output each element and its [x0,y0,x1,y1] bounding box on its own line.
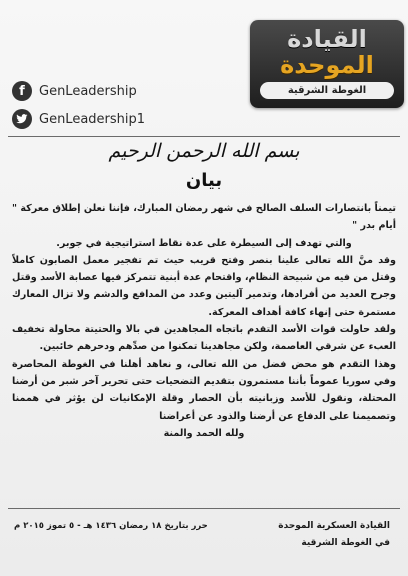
unified-leadership-logo [250,20,404,108]
logo-line-3: الغوطة الشرقية [260,82,394,99]
statement-body [12,200,396,506]
footer-divider [8,508,400,509]
facebook-handle: GenLeadership [39,83,137,99]
twitter-handle: GenLeadership1 [39,111,146,127]
closing-line: ولله الحمد والمنة [163,427,245,439]
signature-line-1: القيادة العسكرية الموحدة [278,521,390,531]
signature-block [240,518,390,552]
paragraph-3: وقد منَّ الله تعالى علينا بنصر وفتح قريب حيث تم تفجير معمل الصابون كاملاً وقتل من فيه من شبيحة النظام، واقتحام عدة أبنية تتمركز فيها عصابة الأسد وقتل وجرح العديد من أفرادها، وتدمير آليتين وعدد من المدافع والدشم ولا تزال المعارك مستمرة حتى إنهاء كافة أهداف المعركة. [12,254,396,318]
header-divider [8,136,400,137]
twitter-contact [12,108,145,130]
paragraph-2: والتي تهدف إلى السيطرة على عدة نقاط استراتيجية في جوبر. [56,237,352,249]
statement-title: بيان [185,170,223,191]
facebook-contact [12,80,137,102]
logo-line-1: القيادة [287,25,367,53]
issue-date: حرر بتاريخ ١٨ رمضان ١٤٣٦ هـ - ٥ تموز ٢٠١٥ م [14,521,208,531]
paragraph-5: وهذا التقدم هو محض فضل من الله تعالى، و نعاهد أهلنا في الغوطة المحاصرة وفي سوريا عموماً بأننا مستمرون بتقديم التضحيات حتى تحرير آخر شبر من أرضنا المحتلة، ونقول للأسد وزبانيته بأن الحصار وقلة الإمكانيات لن يؤثر في هممنا وتصميمنا على الدفاع عن أرضنا والذود عن أعراضنا [12,358,396,422]
paragraph-1: تيمناً بانتصارات السلف الصالح في شهر رمضان المبارك، فإننا نعلن إطلاق معركة " أيام بدر " [12,203,396,232]
logo-line-2: الموحدة [280,51,374,79]
twitter-icon [12,109,32,129]
paragraph-4: ولقد حاولت قوات الأسد التقدم باتجاه المجاهدين في بالا والحتيتة محاولة تخفيف العبء عن شرقي العاصمة، ولكن مجاهدينا تمكنوا من صدِّهم ودحرهم خائبين. [12,324,396,353]
facebook-icon: f [12,81,32,101]
basmala: بسم الله الرحمن الرحيم [108,140,300,162]
signature-line-2: في الغوطة الشرقية [301,538,390,548]
